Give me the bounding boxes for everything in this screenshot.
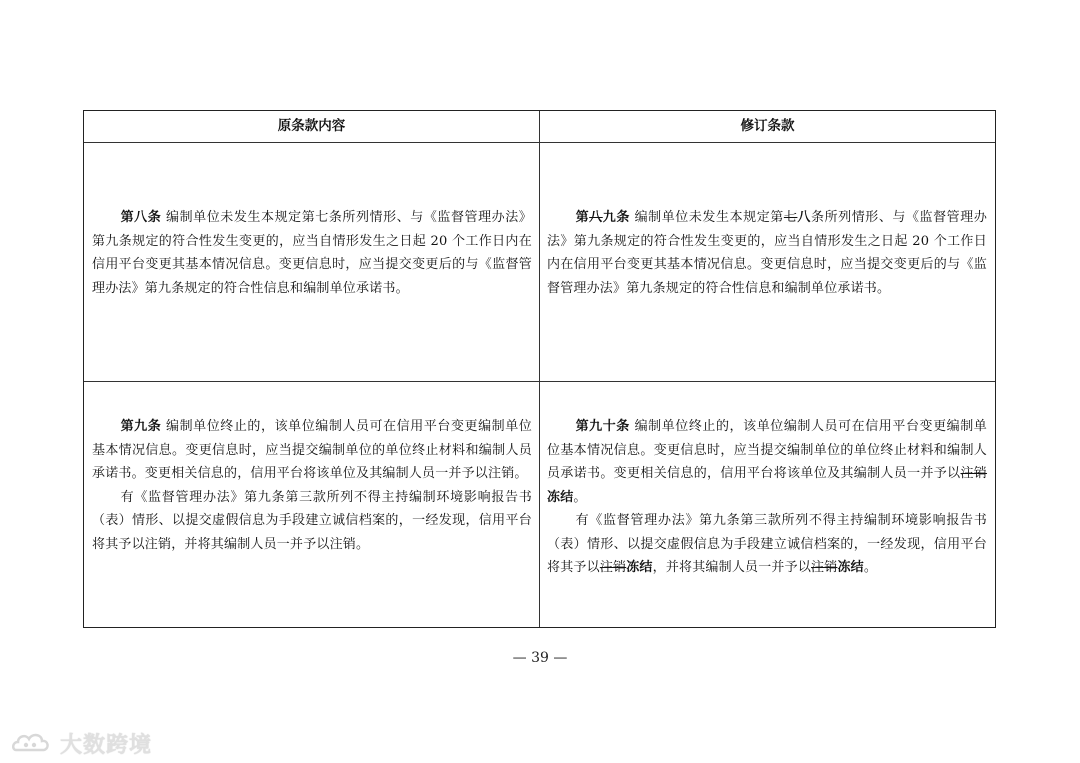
watermark-text: 大数跨境: [60, 732, 153, 758]
clause-text: 编制单位终止的，该单位编制人员可在信用平台变更编制单位基本情况信息。变更信息时，应当提交编制单位的单位终止材料和编制人员承诺书。变更相关信息的，信用平台将该单位及其编制人员一并予以: [547, 419, 987, 481]
inserted-text: 冻结: [626, 560, 653, 575]
inserted-text: 冻结: [547, 489, 574, 505]
deleted-text: 注销: [599, 560, 627, 575]
deleted-text: 七: [783, 210, 798, 225]
deleted-text: 注销: [960, 466, 988, 481]
clause-text: 编制单位终止的，该单位编制人员可在信用平台变更编制单位基本情况信息。变更信息时，应当提交编制单位的单位终止材料和编制人员承诺书。变更相关信息的，信用平台将该单位及其编制人员一并予以注销。: [92, 419, 533, 481]
deleted-text: 注销: [811, 560, 838, 575]
row1-revised-cell: [547, 206, 987, 300]
header-divider: [84, 142, 995, 143]
column-divider: [539, 111, 540, 627]
row1-original-cell: [92, 206, 532, 300]
clause-text: 。: [573, 489, 587, 505]
article-number: 第九十条: [575, 419, 630, 434]
clause-paragraph: [547, 509, 987, 580]
clause-paragraph: [92, 486, 532, 557]
article-number: 第: [575, 210, 590, 225]
clause-text: 有《监督管理办法》第九条第三款所列不得主持编制环境影响报告书（表）情形、以提交虚假信息为手段建立诚信档案的，一经发现，信用平台将其予以: [547, 513, 987, 575]
row2-original-cell: [92, 415, 532, 556]
clause-text: 条所列情形、与《监督管理办法》第九条规定的符合性发生变更的，应当自情形发生之日起 20 个工作日内在信用平台变更其基本情况信息。变更信息时，应当提交变更后的与《监督管理办法》第九条规定的符合性信息和编制单位承诺书。: [547, 210, 988, 296]
deleted-text: 八: [589, 210, 603, 225]
header-original: 原条款内容: [277, 118, 346, 134]
clause-paragraph: [547, 206, 987, 300]
row-divider: [84, 381, 995, 382]
row2-revised-cell: [547, 415, 987, 580]
clause-text: 编制单位未发生本规定第: [629, 210, 784, 225]
clause-text: 。: [863, 560, 878, 575]
article-number: 九条: [602, 210, 630, 225]
cloud-logo-icon: [10, 728, 54, 758]
comparison-table: [83, 110, 996, 628]
clause-paragraph: [547, 415, 987, 509]
inserted-text: 冻结: [837, 560, 864, 575]
watermark: [10, 726, 152, 760]
article-number: 第九条: [120, 419, 162, 434]
clause-text: 编制单位未发生本规定第七条所列情形、与《监督管理办法》第九条规定的符合性发生变更的，应当自情形发生之日起 20 个工作日内在信用平台变更其基本情况信息。变更信息时，应当提交变更后的与《监督管理办法》第九条规定的符合性信息和编制单位承诺书。: [92, 210, 533, 296]
clause-text: ，并将其编制人员一并予以: [652, 560, 812, 575]
header-revised: 修订条款: [740, 118, 795, 134]
clause-text: 有《监督管理办法》第九条第三款所列不得主持编制环境影响报告书（表）情形、以提交虚假信息为手段建立诚信档案的，一经发现，信用平台将其予以注销，并将其编制人员一并予以注销。: [92, 489, 532, 552]
clause-paragraph: [92, 415, 532, 486]
article-number: 第八条: [120, 210, 162, 225]
clause-paragraph: [92, 206, 532, 300]
page-number: — 39 —: [512, 650, 568, 666]
inserted-text: 八: [797, 210, 811, 225]
